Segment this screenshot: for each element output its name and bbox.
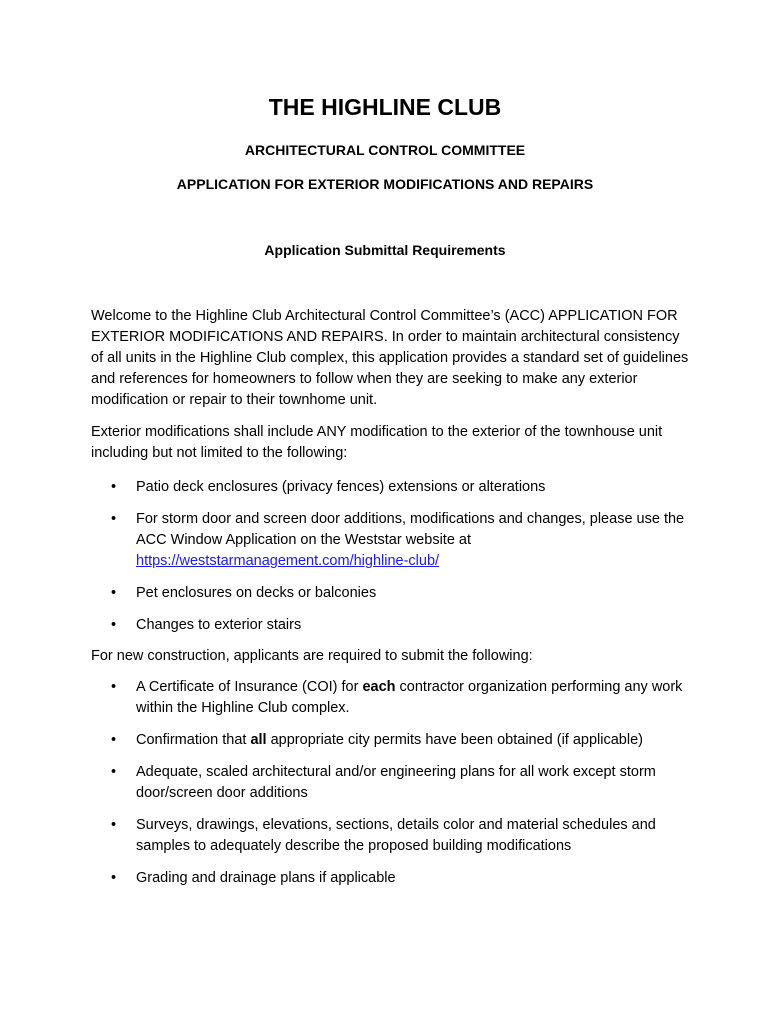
list-item: [91, 868, 691, 889]
document-title: THE HIGHLINE CLUB: [268, 94, 502, 120]
weststar-link[interactable]: https://weststarmanagement.com/highline-club/: [136, 553, 440, 569]
construction-intro: For new construction, applicants are required to submit the following:: [91, 648, 533, 664]
list-item-text: Pet enclosures on decks or balconies: [136, 585, 377, 601]
modifications-intro: Exterior modifications shall include ANY modification to the exterior of the townhouse unit including but not limited to the following:: [91, 424, 663, 461]
list-item-text-pre: Confirmation that: [136, 732, 251, 748]
list-item: [91, 730, 691, 751]
list-item: [91, 815, 691, 857]
list-item-text-post: appropriate city permits have been obtained (if applicable): [266, 732, 643, 748]
emphasis-each: each: [362, 679, 396, 695]
bullet-icon: •: [111, 870, 117, 886]
list-item: [91, 677, 691, 719]
bullet-icon: •: [111, 479, 117, 495]
bullet-icon: •: [111, 817, 117, 833]
list-item: [91, 477, 691, 498]
bullet-icon: •: [111, 764, 117, 780]
committee-heading: ARCHITECTURAL CONTROL COMMITTEE: [244, 142, 526, 158]
list-item-text-post: contractor organization performing any work within the Highline Club complex.: [136, 679, 683, 716]
application-heading: APPLICATION FOR EXTERIOR MODIFICATIONS AND REPAIRS: [176, 176, 594, 192]
section-heading: Application Submittal Requirements: [264, 242, 506, 258]
intro-paragraph: Welcome to the Highline Club Architectural Control Committee’s (ACC) APPLICATION FOR EXTERIOR MODIFICATIONS AND REPAIRS. In order to maintain architectural consistency of all units in the Highline Club complex, this application provides a standard set of guidelines and references for homeowners to follow when they are seeking to make any exterior modification or repair to their townhome unit.: [91, 308, 689, 408]
bullet-icon: •: [111, 511, 117, 527]
construction-list: [91, 677, 691, 900]
list-item-text: Grading and drainage plans if applicable: [136, 870, 396, 886]
list-item: [91, 509, 691, 572]
list-item-text: For storm door and screen door additions, modifications and changes, please use the ACC Window Application on the Weststar website at: [136, 511, 685, 548]
modifications-list: [91, 477, 691, 647]
list-item-text: Surveys, drawings, elevations, sections, details color and material schedules and samples to adequately describe the proposed building modifications: [136, 817, 656, 854]
bullet-icon: •: [111, 679, 117, 695]
list-item: [91, 762, 691, 804]
list-item: [91, 615, 691, 636]
emphasis-all: all: [250, 732, 267, 748]
list-item: [91, 583, 691, 604]
list-item-text: Patio deck enclosures (privacy fences) extensions or alterations: [136, 479, 546, 495]
bullet-icon: •: [111, 617, 117, 633]
list-item-text-pre: A Certificate of Insurance (COI) for: [136, 679, 363, 695]
list-item-text: Changes to exterior stairs: [136, 617, 302, 633]
bullet-icon: •: [111, 732, 117, 748]
list-item-text: Adequate, scaled architectural and/or engineering plans for all work except storm door/screen door additions: [136, 764, 656, 801]
bullet-icon: •: [111, 585, 117, 601]
